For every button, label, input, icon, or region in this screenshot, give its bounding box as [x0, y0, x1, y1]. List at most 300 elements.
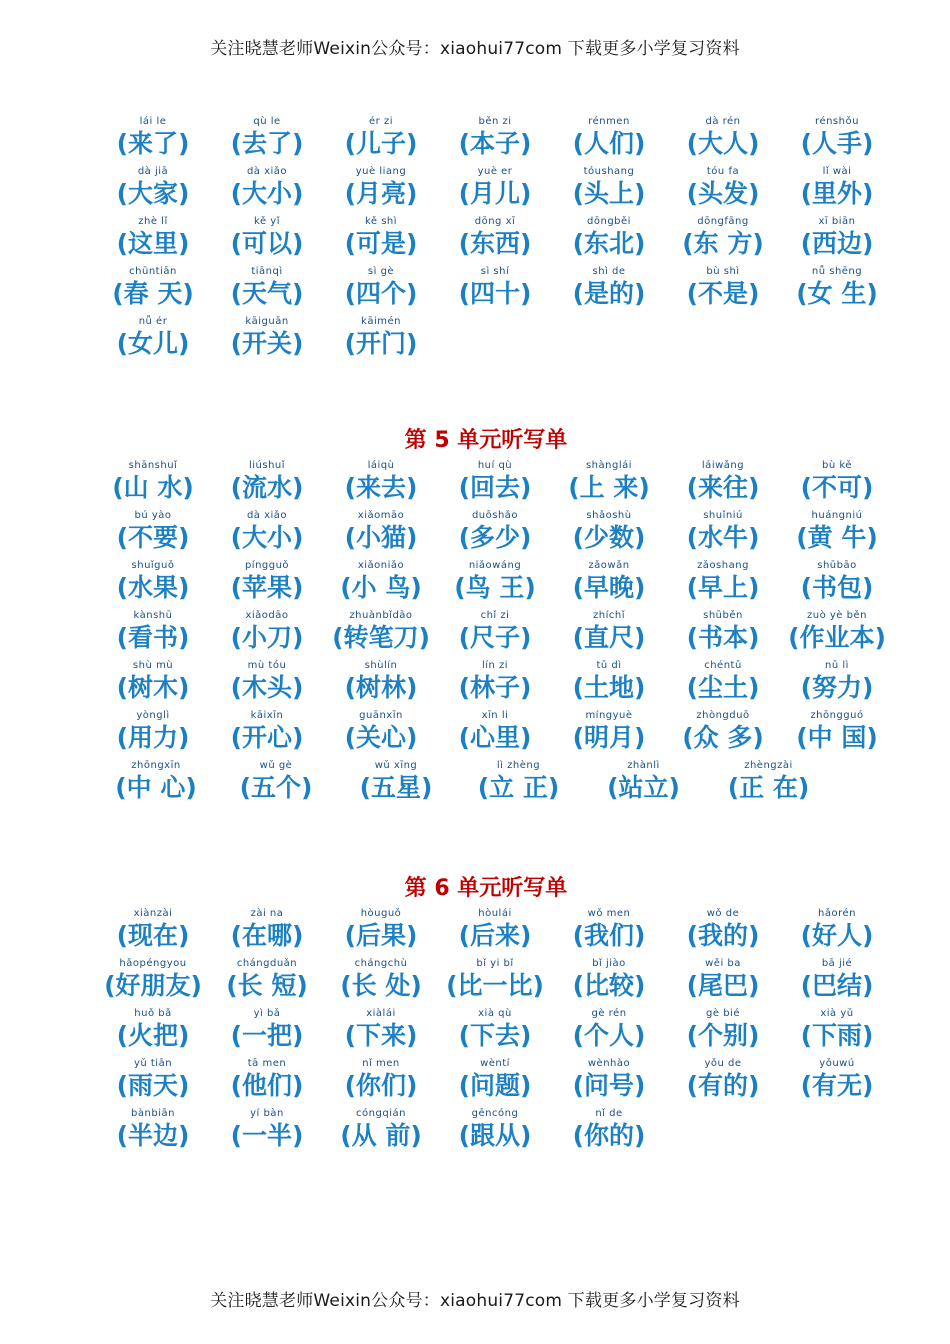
word-item	[96, 958, 210, 1008]
pinyin-label: duōshǎo	[471, 510, 519, 521]
pinyin-label: xiàlái	[366, 1008, 396, 1019]
word-grid	[96, 908, 876, 1158]
word-item	[552, 908, 666, 958]
pinyin-label: huǒ bǎ	[134, 1008, 172, 1019]
word-item	[438, 1108, 552, 1158]
word-item	[324, 1058, 438, 1108]
word-item	[438, 116, 552, 166]
word-item	[210, 1058, 324, 1108]
pinyin-label: xiǎoniǎo	[357, 560, 405, 571]
pinyin-label: gè rén	[591, 1008, 627, 1019]
word-item	[324, 216, 438, 266]
word-item	[438, 710, 552, 760]
word-item	[210, 116, 324, 166]
word-answer: (尾巴)	[686, 971, 760, 1000]
pinyin-label: bú yào	[134, 510, 172, 521]
word-item	[780, 510, 894, 560]
pinyin-label: dōng xī	[474, 216, 516, 227]
word-item	[96, 266, 210, 316]
word-answer: (雨天)	[116, 1071, 190, 1100]
pinyin-label: nǔ lì	[825, 660, 849, 671]
pinyin-label: hòulái	[478, 908, 512, 919]
pinyin-label: chǐ zi	[480, 610, 510, 621]
pinyin-label: yǒu de	[704, 1058, 742, 1069]
word-item	[552, 510, 666, 560]
pinyin-label: zhōngxīn	[131, 760, 181, 771]
pinyin-label: nǐ men	[362, 1058, 400, 1069]
pinyin-label: nǚ shēng	[811, 266, 863, 277]
word-answer: (好人)	[800, 921, 874, 950]
word-answer: (巴结)	[800, 971, 874, 1000]
pinyin-label: běn zi	[478, 116, 512, 127]
pinyin-label: shānshuǐ	[128, 460, 178, 471]
word-answer: (春 天)	[112, 279, 194, 308]
word-answer: (长 短)	[226, 971, 308, 1000]
word-answer: (东西)	[458, 229, 532, 258]
word-answer: (头发)	[686, 179, 760, 208]
pinyin-label: nǚ ér	[138, 316, 168, 327]
pinyin-label: kànshū	[133, 610, 173, 621]
word-item	[780, 166, 894, 216]
pinyin-label: rénmen	[588, 116, 630, 127]
pinyin-label: shànglái	[585, 460, 633, 471]
pinyin-label: shùlín	[364, 660, 398, 671]
pinyin-label: cóngqián	[356, 1108, 406, 1119]
pinyin-label: dà jiā	[137, 166, 169, 177]
word-item	[210, 560, 324, 610]
word-item	[96, 216, 210, 266]
pinyin-label: tóu fa	[706, 166, 740, 177]
word-item	[780, 560, 894, 610]
pinyin-label: wèntí	[480, 1058, 510, 1069]
pinyin-label: kāixīn	[250, 710, 284, 721]
pinyin-label: yǔ tiān	[133, 1058, 173, 1069]
section-unit-6	[96, 872, 876, 1158]
pinyin-label: zhànlì	[627, 760, 660, 771]
pinyin-label: bù shì	[706, 266, 740, 277]
word-answer: (黄 牛)	[796, 523, 878, 552]
word-answer: (东 方)	[682, 229, 764, 258]
word-answer: (西边)	[800, 229, 874, 258]
pinyin-label: shǎoshù	[586, 510, 632, 521]
word-answer: (众 多)	[682, 723, 764, 752]
word-answer: (下来)	[344, 1021, 418, 1050]
word-answer: (开关)	[230, 329, 304, 358]
word-answer: (五个)	[239, 773, 313, 802]
word-item	[552, 166, 666, 216]
word-answer: (树林)	[344, 673, 418, 702]
word-answer: (大家)	[116, 179, 190, 208]
word-item	[780, 1058, 894, 1108]
pinyin-label: wǒ men	[587, 908, 631, 919]
word-item	[581, 760, 706, 810]
word-answer: (努力)	[800, 673, 874, 702]
word-item	[210, 460, 324, 510]
word-item	[438, 266, 552, 316]
word-item	[210, 316, 324, 366]
word-answer: (来往)	[686, 473, 760, 502]
word-item	[666, 1058, 780, 1108]
word-answer: (心里)	[458, 723, 532, 752]
header-banner: 关注晓慧老师Weixin公众号：xiaohui77com 下载更多小学复习资料	[210, 39, 740, 59]
word-item	[780, 908, 894, 958]
word-answer: (开门)	[344, 329, 418, 358]
pinyin-label: chángduǎn	[236, 958, 298, 969]
word-answer: (转笔刀)	[332, 623, 430, 652]
pinyin-label: lái le	[139, 116, 167, 127]
word-answer: (不要)	[116, 523, 190, 552]
pinyin-label: míngyuè	[585, 710, 633, 721]
word-answer: (回去)	[458, 473, 532, 502]
pinyin-label: qù le	[253, 116, 281, 127]
section-unit-5	[96, 424, 886, 810]
word-answer: (木头)	[230, 673, 304, 702]
pinyin-label: mù tóu	[247, 660, 287, 671]
word-answer: (关心)	[344, 723, 418, 752]
word-item	[666, 116, 780, 166]
word-answer: (他们)	[230, 1071, 304, 1100]
pinyin-label: kě shì	[364, 216, 398, 227]
word-answer: (比一比)	[446, 971, 544, 1000]
word-answer: (东北)	[572, 229, 646, 258]
word-answer: (问号)	[572, 1071, 646, 1100]
pinyin-label: huí qù	[477, 460, 513, 471]
pinyin-label: ér zi	[369, 116, 393, 127]
word-answer: (作业本)	[788, 623, 886, 652]
word-item	[438, 908, 552, 958]
word-item	[552, 610, 666, 660]
pinyin-label: yí bàn	[250, 1108, 284, 1119]
word-item	[780, 710, 894, 760]
word-answer: (山 水)	[112, 473, 194, 502]
word-item	[324, 510, 438, 560]
word-item	[438, 660, 552, 710]
word-answer: (书包)	[800, 573, 874, 602]
word-item	[96, 1108, 210, 1158]
word-answer: (大人)	[686, 129, 760, 158]
word-answer: (火把)	[116, 1021, 190, 1050]
word-item	[780, 116, 894, 166]
word-item	[706, 760, 831, 810]
pinyin-label: xiǎomāo	[357, 510, 405, 521]
pinyin-label: chéntǔ	[704, 660, 742, 671]
pinyin-label: hǎopéngyou	[119, 958, 187, 969]
word-item	[96, 1008, 210, 1058]
word-answer: (多少)	[458, 523, 532, 552]
word-item	[324, 1108, 438, 1158]
word-answer: (有无)	[800, 1071, 874, 1100]
word-item	[324, 316, 438, 366]
word-item	[336, 760, 456, 810]
pinyin-label: zhèngzài	[744, 760, 793, 771]
word-answer: (直尺)	[572, 623, 646, 652]
word-answer: (你的)	[572, 1121, 646, 1150]
pinyin-label: píngguǒ	[244, 560, 290, 571]
pinyin-label: yǒuwú	[819, 1058, 855, 1069]
word-grid	[96, 116, 876, 366]
word-item	[210, 610, 324, 660]
word-item	[438, 560, 552, 610]
pinyin-label: xiǎodāo	[245, 610, 289, 621]
word-answer: (跟从)	[458, 1121, 532, 1150]
word-item	[96, 460, 210, 510]
pinyin-label: hǎorén	[818, 908, 856, 919]
word-item	[780, 610, 894, 660]
word-answer: (来去)	[344, 473, 418, 502]
pinyin-label: láiqù	[367, 460, 395, 471]
word-answer: (流水)	[230, 473, 304, 502]
word-answer: (女儿)	[116, 329, 190, 358]
word-item	[552, 266, 666, 316]
pinyin-label: kě yǐ	[254, 216, 280, 227]
word-item	[96, 760, 216, 810]
word-answer: (土地)	[572, 673, 646, 702]
pinyin-label: bù kě	[822, 460, 852, 471]
word-answer: (正 在)	[727, 773, 810, 802]
word-answer: (来了)	[116, 129, 190, 158]
word-answer: (本子)	[458, 129, 532, 158]
pinyin-label: sì shí	[480, 266, 510, 277]
word-item	[552, 116, 666, 166]
word-item	[666, 560, 780, 610]
word-item	[456, 760, 581, 810]
word-answer: (大小)	[230, 523, 304, 552]
word-item	[438, 610, 552, 660]
word-answer: (有的)	[686, 1071, 760, 1100]
word-answer: (一半)	[230, 1121, 304, 1150]
word-item	[666, 266, 780, 316]
word-answer: (是的)	[572, 279, 646, 308]
pinyin-label: yònglì	[136, 710, 170, 721]
word-answer: (用力)	[116, 723, 190, 752]
word-item	[438, 958, 552, 1008]
pinyin-label: wǔ xīng	[374, 760, 418, 771]
word-answer: (女 生)	[796, 279, 878, 308]
word-answer: (你们)	[344, 1071, 418, 1100]
pinyin-label: huángniú	[811, 510, 863, 521]
pinyin-label: tiānqì	[251, 266, 283, 277]
word-answer: (水果)	[116, 573, 190, 602]
word-item	[210, 510, 324, 560]
word-answer: (明月)	[572, 723, 646, 752]
pinyin-label: hòuguǒ	[360, 908, 402, 919]
pinyin-label: yuè er	[477, 166, 513, 177]
pinyin-label: zài na	[250, 908, 284, 919]
word-item	[666, 166, 780, 216]
word-item	[780, 266, 894, 316]
word-item	[324, 958, 438, 1008]
pinyin-label: chūntiān	[129, 266, 177, 277]
word-answer: (不是)	[686, 279, 760, 308]
pinyin-label: zhuànbǐdāo	[349, 610, 413, 621]
pinyin-label: shuǐguǒ	[131, 560, 175, 571]
word-grid-last-row	[96, 760, 876, 810]
pinyin-label: láiwǎng	[701, 460, 745, 471]
word-item	[552, 560, 666, 610]
pinyin-label: shì de	[592, 266, 626, 277]
word-answer: (好朋友)	[104, 971, 202, 1000]
word-answer: (个人)	[572, 1021, 646, 1050]
word-answer: (我的)	[686, 921, 760, 950]
word-item	[324, 1008, 438, 1058]
word-answer: (月儿)	[458, 179, 532, 208]
word-item	[96, 610, 210, 660]
word-answer: (早晚)	[572, 573, 646, 602]
word-answer: (半边)	[116, 1121, 190, 1150]
word-item	[210, 958, 324, 1008]
word-answer: (头上)	[572, 179, 646, 208]
word-item	[552, 958, 666, 1008]
pinyin-label: bā jié	[821, 958, 853, 969]
word-answer: (小猫)	[344, 523, 418, 552]
word-item	[552, 216, 666, 266]
word-answer: (上 来)	[568, 473, 650, 502]
word-item	[666, 908, 780, 958]
pinyin-label: bànbiān	[131, 1108, 175, 1119]
word-answer: (后果)	[344, 921, 418, 950]
pinyin-label: lì zhèng	[496, 760, 541, 771]
word-item	[324, 610, 438, 660]
word-item	[438, 1058, 552, 1108]
word-item	[324, 660, 438, 710]
word-answer: (五星)	[359, 773, 433, 802]
word-item	[96, 560, 210, 610]
pinyin-label: wènhào	[587, 1058, 631, 1069]
word-answer: (长 处)	[340, 971, 422, 1000]
pinyin-label: yuè liang	[355, 166, 407, 177]
word-item	[438, 216, 552, 266]
word-answer: (中 心)	[115, 773, 197, 802]
word-item	[438, 460, 552, 510]
word-item	[96, 510, 210, 560]
word-item	[552, 460, 666, 510]
pinyin-label: zhè lǐ	[138, 216, 168, 227]
word-answer: (中 国)	[796, 723, 878, 752]
word-answer: (不可)	[800, 473, 874, 502]
word-answer: (看书)	[116, 623, 190, 652]
word-answer: (去了)	[230, 129, 304, 158]
pinyin-label: shuǐniú	[703, 510, 743, 521]
word-answer: (天气)	[230, 279, 304, 308]
word-answer: (儿子)	[344, 129, 418, 158]
word-answer: (一把)	[230, 1021, 304, 1050]
word-answer: (里外)	[800, 179, 874, 208]
word-item	[210, 908, 324, 958]
word-item	[324, 560, 438, 610]
word-answer: (四个)	[344, 279, 418, 308]
word-answer: (鸟 王)	[454, 573, 536, 602]
pinyin-label: bǐ jiào	[592, 958, 626, 969]
word-answer: (人手)	[800, 129, 874, 158]
pinyin-label: gēncóng	[471, 1108, 519, 1119]
word-item	[324, 460, 438, 510]
pinyin-label: niǎowáng	[468, 560, 522, 571]
word-answer: (早上)	[686, 573, 760, 602]
pinyin-label: tóushang	[583, 166, 635, 177]
pinyin-label: lín zi	[481, 660, 509, 671]
pinyin-label: tǔ dì	[596, 660, 622, 671]
pinyin-label: shù mù	[132, 660, 174, 671]
word-item	[438, 510, 552, 560]
word-answer: (可是)	[344, 229, 418, 258]
section-title: 第 5 单元听写单	[404, 428, 568, 453]
word-item	[780, 958, 894, 1008]
pinyin-label: dōngběi	[587, 216, 631, 227]
word-item	[210, 166, 324, 216]
word-answer: (个别)	[686, 1021, 760, 1050]
word-item	[210, 266, 324, 316]
word-item	[780, 1008, 894, 1058]
word-answer: (尘土)	[686, 673, 760, 702]
word-item	[552, 1008, 666, 1058]
pinyin-label: wǔ gè	[259, 760, 293, 771]
pinyin-label: gè bié	[706, 1008, 740, 1019]
word-item	[210, 710, 324, 760]
word-item	[666, 660, 780, 710]
word-item	[96, 116, 210, 166]
word-answer: (现在)	[116, 921, 190, 950]
pinyin-label: xià yǔ	[820, 1008, 854, 1019]
word-item	[210, 660, 324, 710]
word-item	[666, 610, 780, 660]
pinyin-label: wǒ de	[706, 908, 740, 919]
word-item	[552, 710, 666, 760]
word-answer: (小 鸟)	[340, 573, 422, 602]
pinyin-label: zhíchǐ	[593, 610, 625, 621]
word-item	[96, 316, 210, 366]
word-answer: (我们)	[572, 921, 646, 950]
word-item	[438, 166, 552, 216]
word-answer: (人们)	[572, 129, 646, 158]
word-item	[324, 908, 438, 958]
word-item	[210, 1008, 324, 1058]
pinyin-label: xī biān	[818, 216, 856, 227]
word-item	[666, 460, 780, 510]
word-answer: (下去)	[458, 1021, 532, 1050]
section-unit-4-words	[96, 116, 876, 366]
pinyin-label: kāimén	[361, 316, 401, 327]
pinyin-label: dà rén	[705, 116, 741, 127]
pinyin-label: lǐ wài	[822, 166, 852, 177]
pinyin-label: rénshǒu	[815, 116, 859, 127]
word-answer: (水牛)	[686, 523, 760, 552]
word-item	[438, 1008, 552, 1058]
word-item	[210, 1108, 324, 1158]
pinyin-label: yì bǎ	[253, 1008, 281, 1019]
word-item	[780, 216, 894, 266]
pinyin-label: dōngfāng	[697, 216, 749, 227]
word-grid	[96, 460, 886, 760]
word-answer: (树木)	[116, 673, 190, 702]
pinyin-label: zhōngguó	[810, 710, 864, 721]
pinyin-label: wěi ba	[705, 958, 741, 969]
word-item	[666, 216, 780, 266]
pinyin-label: chángchù	[354, 958, 408, 969]
pinyin-label: shūbāo	[817, 560, 857, 571]
word-answer: (后来)	[458, 921, 532, 950]
word-item	[324, 166, 438, 216]
word-answer: (四十)	[458, 279, 532, 308]
pinyin-label: zǎowǎn	[588, 560, 630, 571]
word-answer: (林子)	[458, 673, 532, 702]
pinyin-label: guānxīn	[359, 710, 403, 721]
pinyin-label: liúshuǐ	[248, 460, 286, 471]
section-title: 第 6 单元听写单	[404, 876, 568, 901]
word-item	[780, 660, 894, 710]
pinyin-label: dà xiǎo	[246, 166, 288, 177]
pinyin-label: kāiguān	[245, 316, 289, 327]
word-item	[666, 710, 780, 760]
